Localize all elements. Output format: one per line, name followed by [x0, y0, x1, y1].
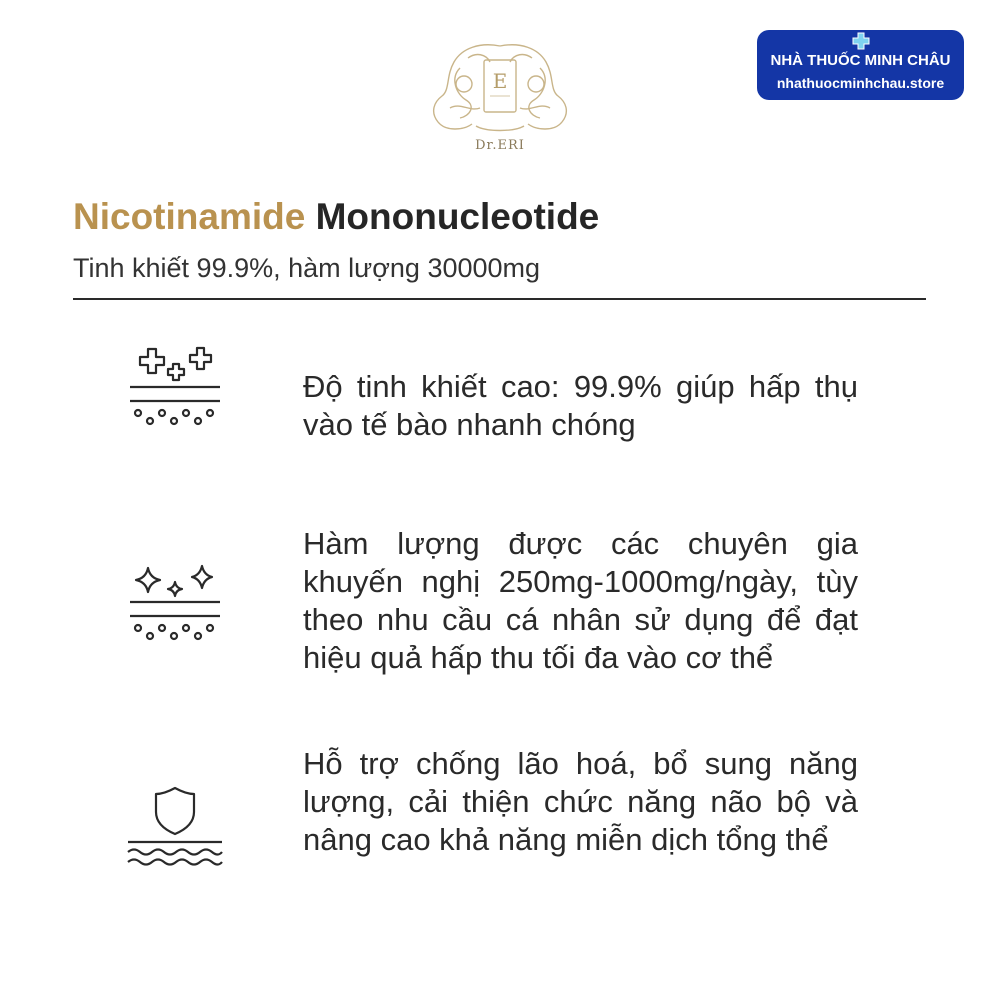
- crosses-over-dots-icon: [120, 345, 230, 445]
- medical-cross-icon: [852, 32, 870, 50]
- dr-eri-crest-logo-icon: [420, 38, 580, 138]
- pharmacy-badge[interactable]: [757, 30, 964, 100]
- product-subtitle: Tinh khiết 99.9%, hàm lượng 30000mg: [73, 253, 541, 283]
- product-title: [73, 196, 599, 238]
- header-divider: [73, 298, 926, 300]
- pharmacy-url[interactable]: nhathuocminhchau.store: [776, 75, 945, 91]
- logo-caption: Dr.ERI: [475, 138, 525, 153]
- sparkles-over-dots-icon: [120, 560, 230, 660]
- feature-dosage-text: Hàm lượng được các chuyên gia khuyến nghị 250mg-1000mg/ngày, tùy theo nhu cầu cá nhân sử dụng để đạt hiệu quả hấp thu tối đa vào cơ thể: [303, 526, 858, 675]
- title-highlight: Nicotinamide: [73, 196, 306, 237]
- title-main: Mononucleotide: [315, 196, 600, 237]
- pharmacy-name: NHÀ THUỐC MINH CHÂU: [770, 52, 951, 69]
- svg-text:E: E: [492, 69, 508, 93]
- shield-over-waves-icon: [120, 780, 230, 880]
- feature-benefits-text: Hỗ trợ chống lão hoá, bổ sung năng lượng, cải thiện chức năng não bộ và nâng cao khả năng miễn dịch tổng thể: [303, 746, 858, 857]
- brand-logo: [420, 38, 580, 163]
- feature-purity-text: Độ tinh khiết cao: 99.9% giúp hấp thụ vào tế bào nhanh chóng: [303, 369, 858, 442]
